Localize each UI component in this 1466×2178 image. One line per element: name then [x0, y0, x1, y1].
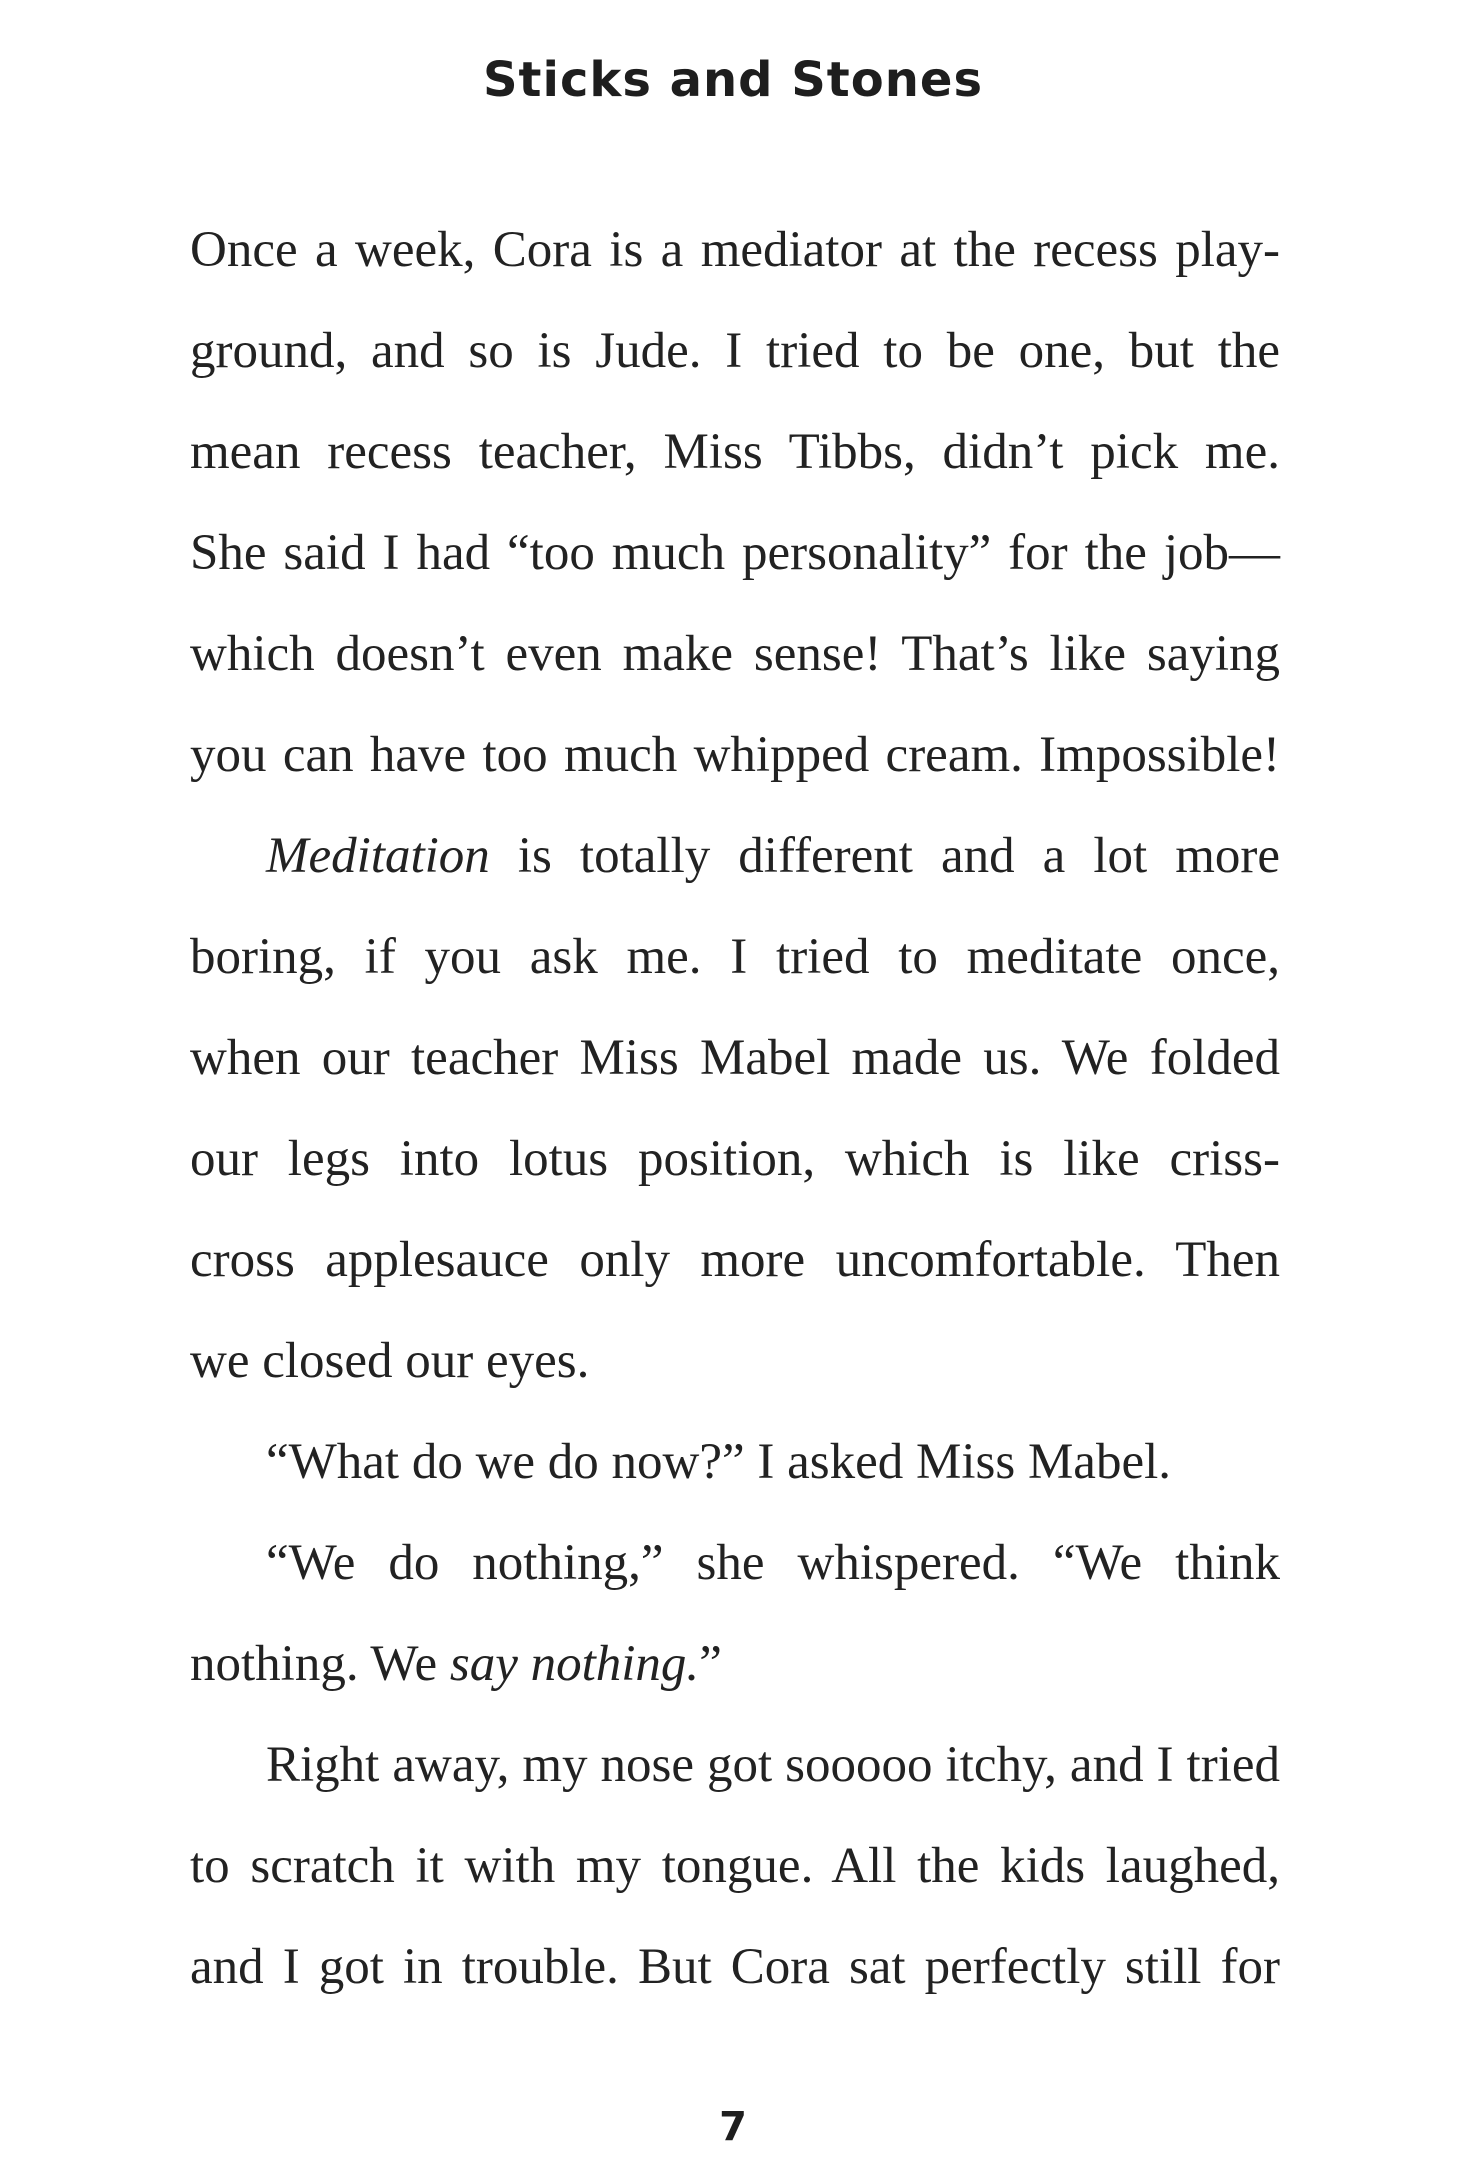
- text-line: [190, 1412, 1280, 1513]
- text-segment: boring, if you ask me. I tried to meditate once,: [190, 929, 1280, 985]
- text-line: [190, 1210, 1280, 1311]
- text-line: [190, 301, 1280, 402]
- text-segment: “What do we do now?” I asked Miss Mabel.: [266, 1434, 1172, 1490]
- text-segment: “We do nothing,” she whispered. “We think: [266, 1535, 1280, 1591]
- text-segment: mean recess teacher, Miss Tibbs, didn’t pick me.: [190, 424, 1280, 480]
- text-segment: nothing. We: [190, 1636, 450, 1692]
- page-number: 7: [719, 2104, 747, 2150]
- text-segment: you can have too much whipped cream. Impossible!: [190, 727, 1280, 783]
- text-line: [190, 1614, 1280, 1715]
- text-segment: ground, and so is Jude. I tried to be one, but the: [190, 323, 1280, 379]
- running-head-title: Sticks and Stones: [482, 52, 984, 108]
- text-segment: and I got in trouble. But Cora sat perfectly still for: [190, 1939, 1280, 1995]
- text-line: [190, 1715, 1280, 1816]
- text-segment: She said I had “too much personality” for the job—: [190, 525, 1280, 581]
- text-line: [190, 907, 1280, 1008]
- text-line: [190, 503, 1280, 604]
- text-segment: ”: [699, 1636, 722, 1692]
- text-segment: cross applesauce only more uncomfortable. Then: [190, 1232, 1280, 1288]
- text-line: [190, 1008, 1280, 1109]
- text-line: [190, 806, 1280, 907]
- text-segment: when our teacher Miss Mabel made us. We folded: [190, 1030, 1280, 1086]
- text-line: [190, 1917, 1280, 2018]
- text-line: [190, 1816, 1280, 1917]
- text-segment: our legs into lotus position, which is like criss-: [190, 1131, 1280, 1187]
- text-line: [190, 402, 1280, 503]
- text-line: [190, 1311, 1280, 1412]
- text-segment: which doesn’t even make sense! That’s like saying: [190, 626, 1280, 682]
- italic-text: say nothing.: [449, 1636, 700, 1692]
- italic-text: Meditation: [266, 828, 490, 884]
- text-line: [190, 604, 1280, 705]
- text-line: [190, 705, 1280, 806]
- text-segment: Once a week, Cora is a mediator at the recess play-: [190, 222, 1280, 278]
- text-line: [190, 1109, 1280, 1210]
- text-segment: to scratch it with my tongue. All the kids laughed,: [190, 1838, 1280, 1894]
- text-line: [190, 1513, 1280, 1614]
- text-segment: Right away, my nose got sooooo itchy, and I tried: [266, 1737, 1280, 1793]
- text-segment: we closed our eyes.: [190, 1333, 590, 1389]
- body-text: [190, 200, 1280, 2018]
- text-line: [190, 200, 1280, 301]
- text-segment: is totally different and a lot more: [489, 828, 1280, 884]
